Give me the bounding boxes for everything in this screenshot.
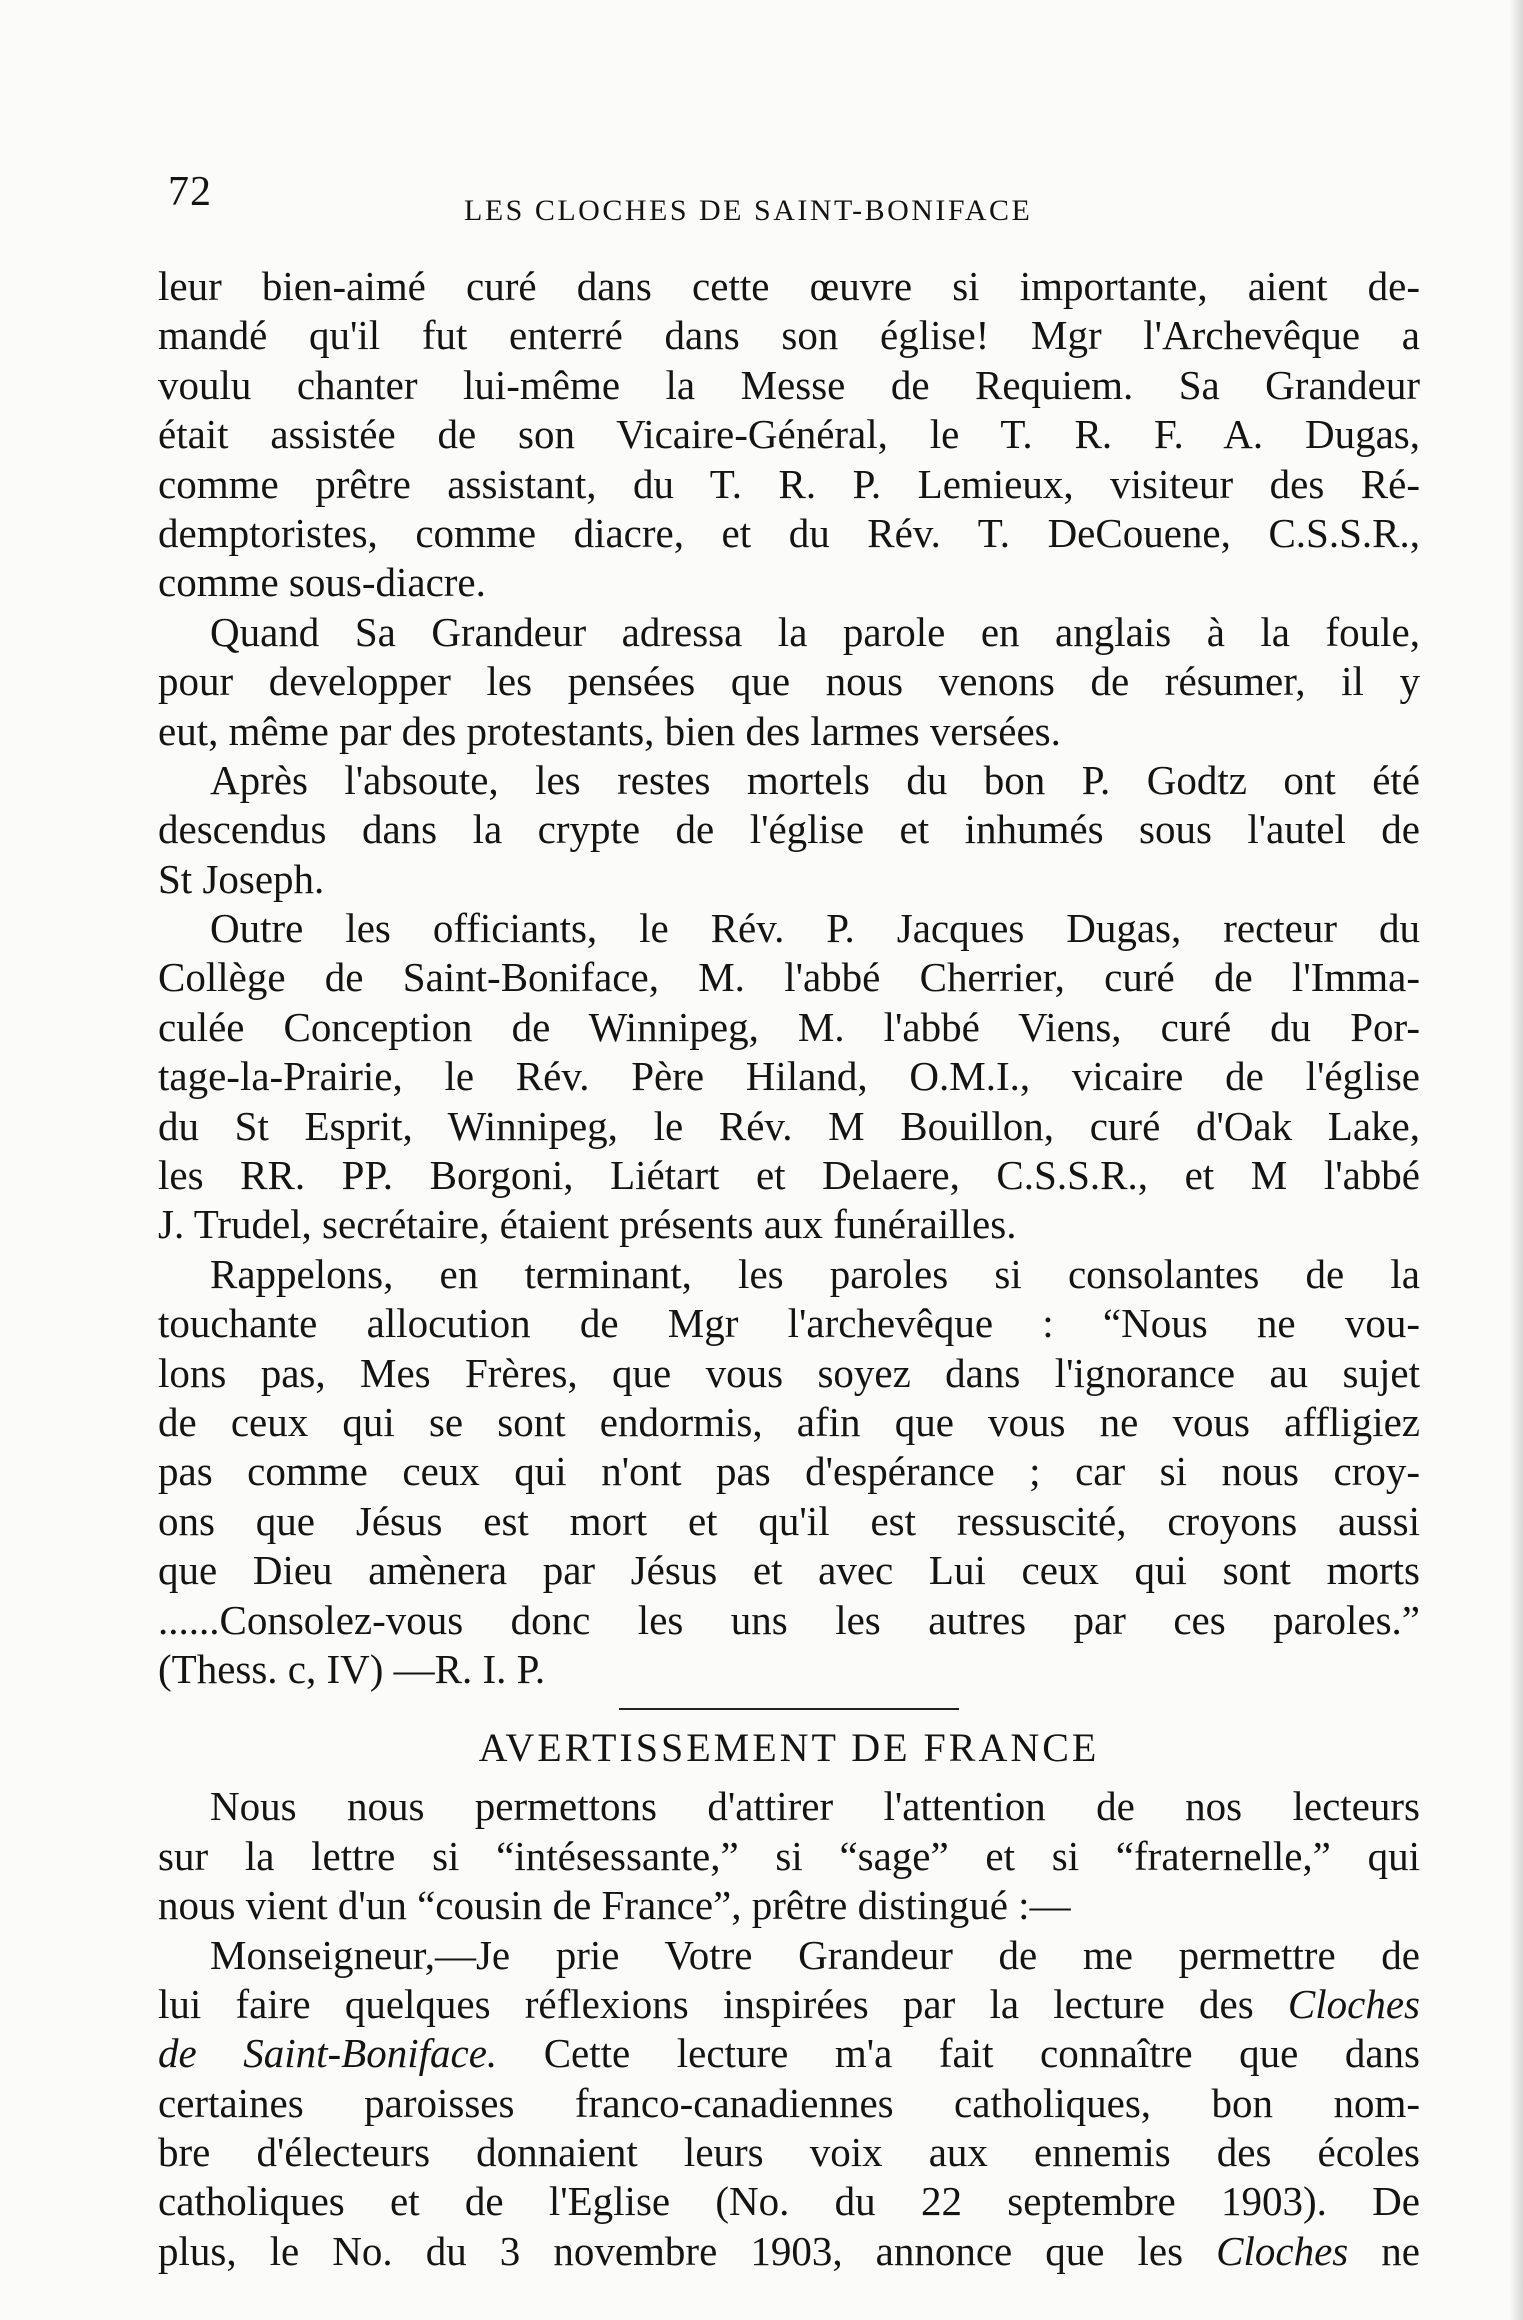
text-span: lui faire quelques réflexions inspirées par la lecture des [158,1980,1288,2027]
text-line: bre d'électeurs donnaient leurs voix aux ennemis des écoles [158,2129,1420,2176]
text-line: du St Esprit, Winnipeg, le Rév. M Bouillon, curé d'Oak Lake, [158,1102,1420,1149]
body-text [158,262,1420,2276]
paragraph [158,262,1420,608]
text-line: pas comme ceux qui n'ont pas d'espérance ; car si nous croy- [158,1448,1420,1495]
text-line: comme prêtre assistant, du T. R. P. Lemieux, visiteur des Ré- [158,460,1420,507]
running-head [168,168,1408,228]
text-line: ......Consolez-vous donc les uns les autres par ces paroles.” [158,1596,1420,1643]
text-line: descendus dans la crypte de l'église et inhumés sous l'autel de [158,806,1420,853]
text-line: J. Trudel, secrétaire, étaient présents aux funérailles. [158,1201,1017,1248]
page-edge-shadow [1509,0,1523,2320]
text-line: comme sous-diacre. [158,559,486,606]
text-line: était assistée de son Vicaire-Général, le T. R. F. A. Dugas, [158,411,1420,458]
text-line: Après l'absoute, les restes mortels du bon P. Godtz ont été [210,756,1420,803]
text-line: touchante allocution de Mgr l'archevêque : “Nous ne vou- [158,1300,1420,1347]
text-line: Collège de Saint-Boniface, M. l'abbé Cherrier, curé de l'Imma- [158,954,1420,1001]
paragraph [158,608,1420,756]
text-line: Outre les officiants, le Rév. P. Jacques Dugas, recteur du [210,905,1420,952]
paragraph [158,1250,1420,1695]
text-line: culée Conception de Winnipeg, M. l'abbé Viens, curé du Por- [158,1003,1420,1050]
text-line: Nous nous permettons d'attirer l'attention de nos lecteurs [210,1783,1420,1830]
text-line: nous vient d'un “cousin de France”, prêtre distingué :— [158,1882,1071,1929]
text-span: ne [1348,2227,1420,2274]
text-line: que Dieu amènera par Jésus et avec Lui ceux qui sont morts [158,1547,1420,1594]
text-line [158,2029,1420,2078]
text-span: Cette lecture m'a fait connaître que dans [497,2030,1420,2077]
italic-title: de Saint-Boniface. [158,2030,498,2077]
text-line: tage-la-Prairie, le Rév. Père Hiland, O.M.I., vicaire de l'église [158,1053,1420,1100]
text-line: pour developper les pensées que nous venons de résumer, il y [158,658,1420,705]
text-line: (Thess. c, IV) —R. I. P. [158,1645,546,1692]
text-line: voulu chanter lui-même la Messe de Requiem. Sa Grandeur [158,361,1420,408]
text-line: Rappelons, en terminant, les paroles si consolantes de la [210,1250,1420,1297]
paragraph [158,756,1420,904]
text-line: lons pas, Mes Frères, que vous soyez dans l'ignorance au sujet [158,1349,1420,1396]
text-line: certaines paroisses franco-canadiennes catholiques, bon nom- [158,2079,1420,2126]
text-line: St Joseph. [158,855,325,902]
italic-title: Cloches [1287,1980,1420,2027]
running-title: LES CLOCHES DE SAINT-BONIFACE [464,194,1033,227]
paragraph [158,1782,1420,1930]
text-line: Quand Sa Grandeur adressa la parole en anglais à la foule, [210,608,1420,655]
italic-title: Cloches [1216,2227,1349,2274]
text-line: ons que Jésus est mort et qu'il est ressuscité, croyons aussi [158,1497,1420,1544]
section-title: AVERTISSEMENT DE FRANCE [478,1725,1100,1771]
page-number: 72 [168,169,212,215]
text-line: sur la lettre si “intésessante,” si “sage” et si “fraternelle,” qui [158,1832,1420,1879]
text-line: mandé qu'il fut enterré dans son église! Mgr l'Archevêque a [158,312,1420,359]
paragraph [158,904,1420,1250]
text-line [158,2227,1420,2276]
text-line: les RR. PP. Borgoni, Liétart et Delaere, C.S.S.R., et M l'abbé [158,1152,1420,1199]
text-span: plus, le No. du 3 novembre 1903, annonce que les [158,2227,1217,2274]
section-divider [619,1708,959,1710]
text-line [158,1980,1420,2029]
letter-paragraph [158,1931,1420,2277]
text-line: Monseigneur,—Je prie Votre Grandeur de me permettre de [210,1931,1420,1978]
text-line: de ceux qui se sont endormis, afin que vous ne vous affligiez [158,1398,1420,1445]
text-line: eut, même par des protestants, bien des larmes versées. [158,707,1061,754]
text-line: demptoristes, comme diacre, et du Rév. T. DeCouene, C.S.S.R., [158,509,1420,556]
text-line: leur bien-aimé curé dans cette œuvre si importante, aient de- [158,263,1420,309]
text-line: catholiques et de l'Eglise (No. du 22 septembre 1903). De [158,2178,1420,2225]
